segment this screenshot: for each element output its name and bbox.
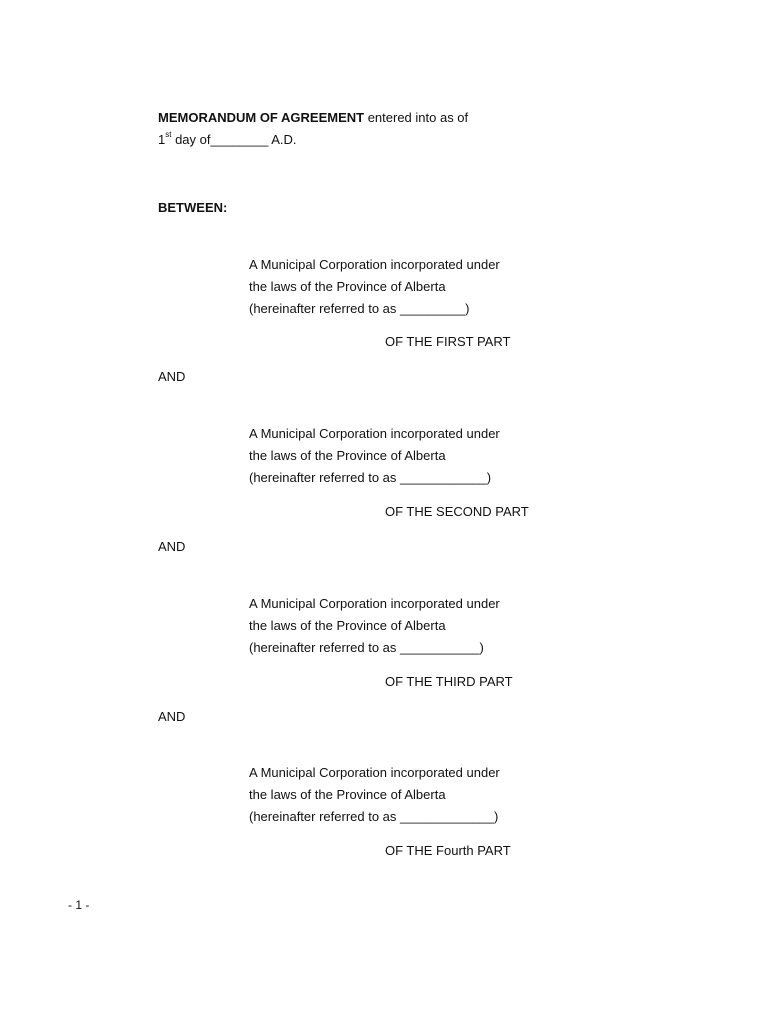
party-line-3: (hereinafter referred to as _____________) <box>249 809 499 824</box>
party-line-2: the laws of the Province of Alberta <box>249 448 446 463</box>
party-line-2: the laws of the Province of Alberta <box>249 787 446 802</box>
date-rest: day of________ A.D. <box>171 132 297 147</box>
party-line-3: (hereinafter referred to as ____________) <box>249 470 492 485</box>
party-line-1: A Municipal Corporation incorporated under <box>249 257 500 272</box>
and-label: AND <box>158 539 186 554</box>
agreement-title: MEMORANDUM OF AGREEMENT <box>158 110 365 125</box>
agreement-title-line <box>158 110 468 125</box>
agreement-date-line <box>158 132 297 147</box>
between-label: BETWEEN: <box>158 200 228 215</box>
party-line-1: A Municipal Corporation incorporated under <box>249 426 500 441</box>
and-label: AND <box>158 369 186 384</box>
agreement-title-rest: entered into as of <box>364 110 469 125</box>
party-line-2: the laws of the Province of Alberta <box>249 279 446 294</box>
party-block-second <box>249 423 609 489</box>
date-day-suffix: st <box>165 130 172 139</box>
party-line-3: (hereinafter referred to as _________) <box>249 301 470 316</box>
part-label-fourth: OF THE Fourth PART <box>385 843 511 858</box>
party-block-first <box>249 254 609 320</box>
date-day: 1 <box>158 132 166 147</box>
part-label-first: OF THE FIRST PART <box>385 334 511 349</box>
party-block-fourth <box>249 762 609 828</box>
party-line-1: A Municipal Corporation incorporated under <box>249 596 500 611</box>
page-number: - 1 - <box>68 898 90 912</box>
party-line-1: A Municipal Corporation incorporated under <box>249 765 500 780</box>
and-label: AND <box>158 709 186 724</box>
part-label-second: OF THE SECOND PART <box>385 504 529 519</box>
party-line-3: (hereinafter referred to as ___________) <box>249 640 484 655</box>
party-line-2: the laws of the Province of Alberta <box>249 618 446 633</box>
part-label-third: OF THE THIRD PART <box>385 674 513 689</box>
party-block-third <box>249 593 609 659</box>
